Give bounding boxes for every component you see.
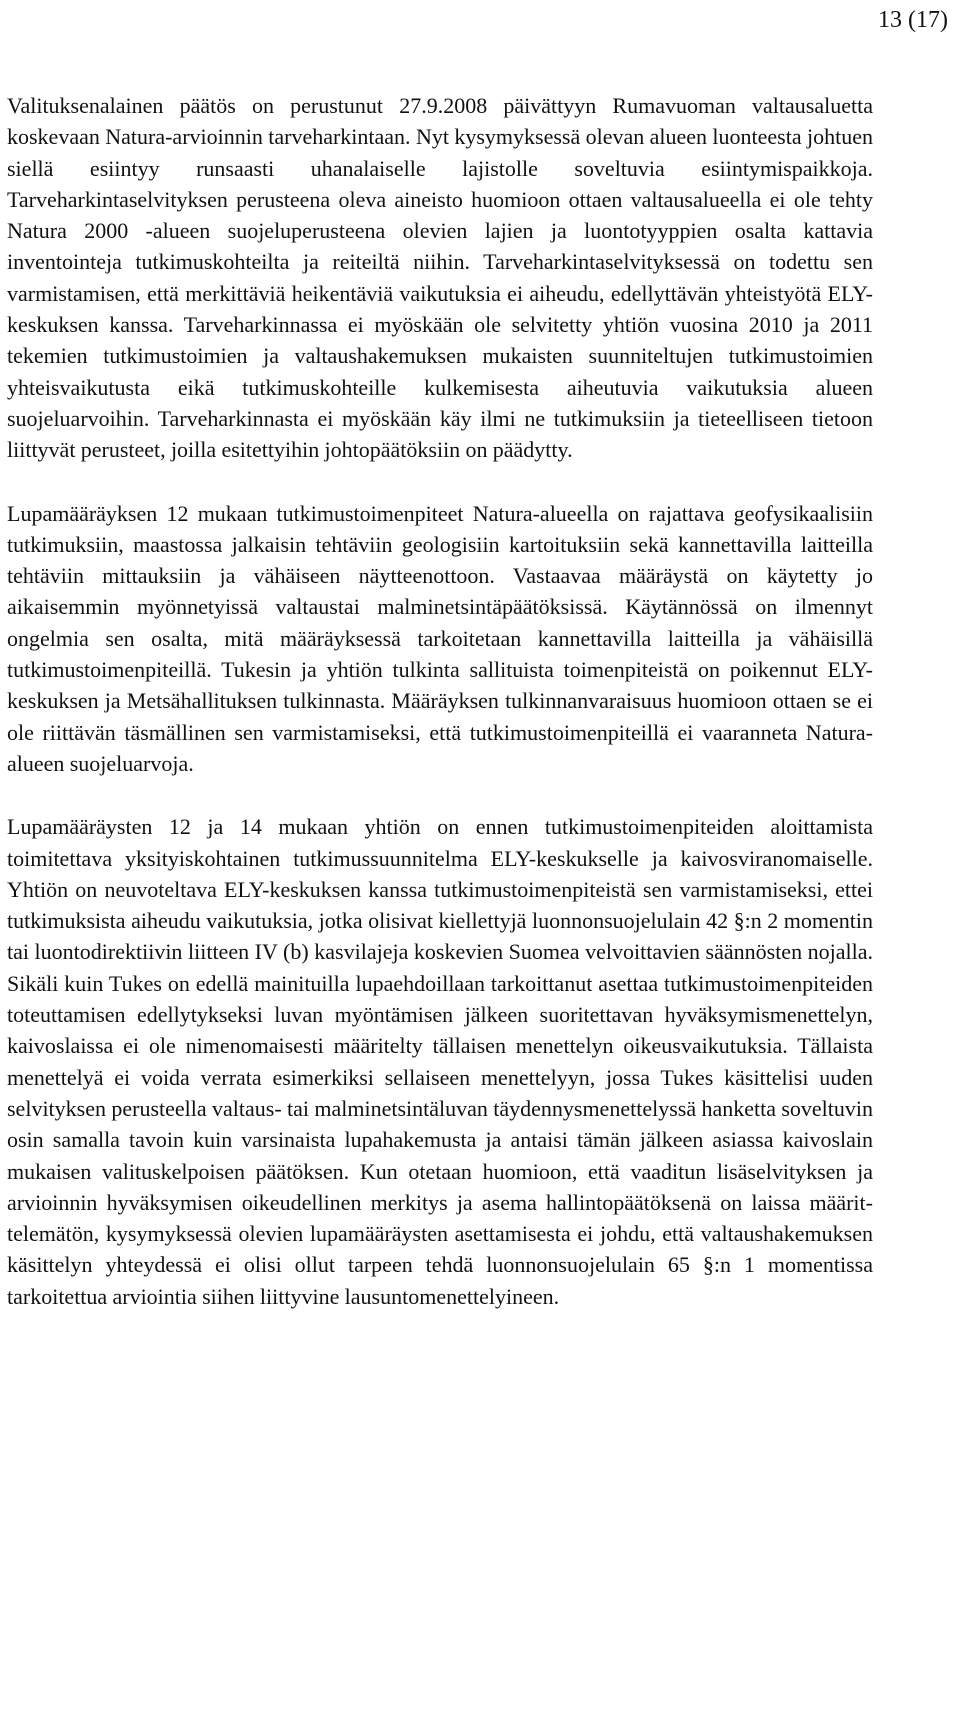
paragraph-3: Lupamääräysten 12 ja 14 mukaan yhtiön on ennen tutkimustoimenpiteiden aloittamista toimitettava yksityiskohtainen tutkimussuunnitelma ELY-keskukselle ja kaivosviranomaiselle. Yhtiön on neuvoteltava ELY-keskuksen kanssa tutkimustoimenpiteistä sen varmistamiseksi, ettei tutkimuksista aiheudu vaikutuksia, jotka olisivat kiellettyjä luonnonsuojelulain 42 §:n 2 momentin tai luontodirektiivin liitteen IV (b) kasvilajeja koskevien Suomea velvoittavien säännösten nojalla. Sikäli kuin Tukes on edellä mainituilla lupaehdoillaan tarkoittanut asettaa tutkimustoimenpiteiden toteuttamisen edellytykseksi luvan myöntämisen jälkeen suoritettavan hyväksymismenettelyn, kaivoslaissa ei ole nimenomaisesti määritelty tällaisen menettelyn oikeusvaikutuksia. Tällaista menettelyä ei voida verrata esimerkiksi sellaiseen menettelyyn, jossa Tukes käsittelisi uuden selvityksen perusteella valtaus- tai malminetsintäluvan täydennysmenettelyssä hanketta soveltuvin osin samalla tavoin kuin varsinaista lupahakemusta ja antaisi tämän jälkeen asiassa kaivoslain mukaisen valituskelpoisen päätöksen. Kun otetaan huomioon, että vaaditun lisäselvityksen ja arvioinnin hyväksymisen oikeudellinen merkitys ja asema hallintopäätöksenä on laissa määrittelemätön, kysymyksessä olevien lupamääräysten asettamisesta ei johdu, että valtaushakemuksen käsittelyn yhteydessä ei olisi ollut tarpeen tehdä luonnonsuojelulain 65 §:n 1 momentissa tarkoitettua arviointia siihen liittyvine lausuntomenettelyineen. (7, 814, 873, 1309)
paragraph-1: Valituksenalainen päätös on perustunut 27.9.2008 päivättyyn Rumavuoman valtausaluetta koskevaan Natura-arvioinnin tarveharkintaan. Nyt kysymyksessä olevan alueen luonteesta johtuen siellä esiintyy runsaasti uhanalaiselle lajistolle soveltuvia esiintymispaikkoja. Tarveharkintaselvityksen perusteena oleva aineisto huomioon ottaen valtausalueella ei ole tehty Natura 2000 -alueen suojeluperusteena olevien lajien ja luontotyyppien osalta kattavia inventointeja tutkimuskohteilta ja reiteiltä niihin. Tarveharkintaselvityksessä on todettu sen varmistamisen, että merkittäviä heikentäviä vaikutuksia ei aiheudu, edellyttävän yhteistyötä ELY-keskuksen kanssa. Tarveharkinnassa ei myöskään ole selvitetty yhtiön vuosina 2010 ja 2011 tekemien tutkimustoimien ja valtaushakemuksen mukaisten suunniteltujen tutkimustoimien yhteisvaikutusta eikä tutkimuskohteille kulkemisesta aiheutuvia vaikutuksia alueen suojeluarvoihin. Tarveharkinnasta ei myöskään käy ilmi ne tutkimuksiin ja tieteelliseen tietoon liittyvät perusteet, joilla esitettyihin johtopäätöksiin on päädytty. (7, 93, 873, 463)
document-body (7, 90, 873, 1344)
paragraph-2: Lupamääräyksen 12 mukaan tutkimustoimenpiteet Natura-alueella on rajattava geofysikaalisiin tutkimuksiin, maastossa jalkaisin tehtäviin geologisiin kartoituksiin sekä kannettavilla laitteilla tehtäviin mittauksiin ja vähäiseen näytteenottoon. Vastaavaa määräystä on käytetty jo aikaisemmin myönnetyissä valtaustai malminetsintäpäätöksissä. Käytännössä on ilmennyt ongelmia sen osalta, mitä määräyksessä tarkoitetaan kannettavilla laitteilla ja vähäisillä tutkimustoimenpiteillä. Tukesin ja yhtiön tulkinta sallituista toimenpiteistä on poikennut ELY-keskuksen ja Metsähallituksen tulkinnasta. Määräyksen tulkinnanvaraisuus huomioon ottaen se ei ole riittävän täsmällinen sen varmistamiseksi, että tutkimustoimenpiteillä ei vaaranneta Natura-alueen suojeluarvoja. (7, 500, 873, 776)
page-number: 13 (17) (878, 7, 948, 33)
